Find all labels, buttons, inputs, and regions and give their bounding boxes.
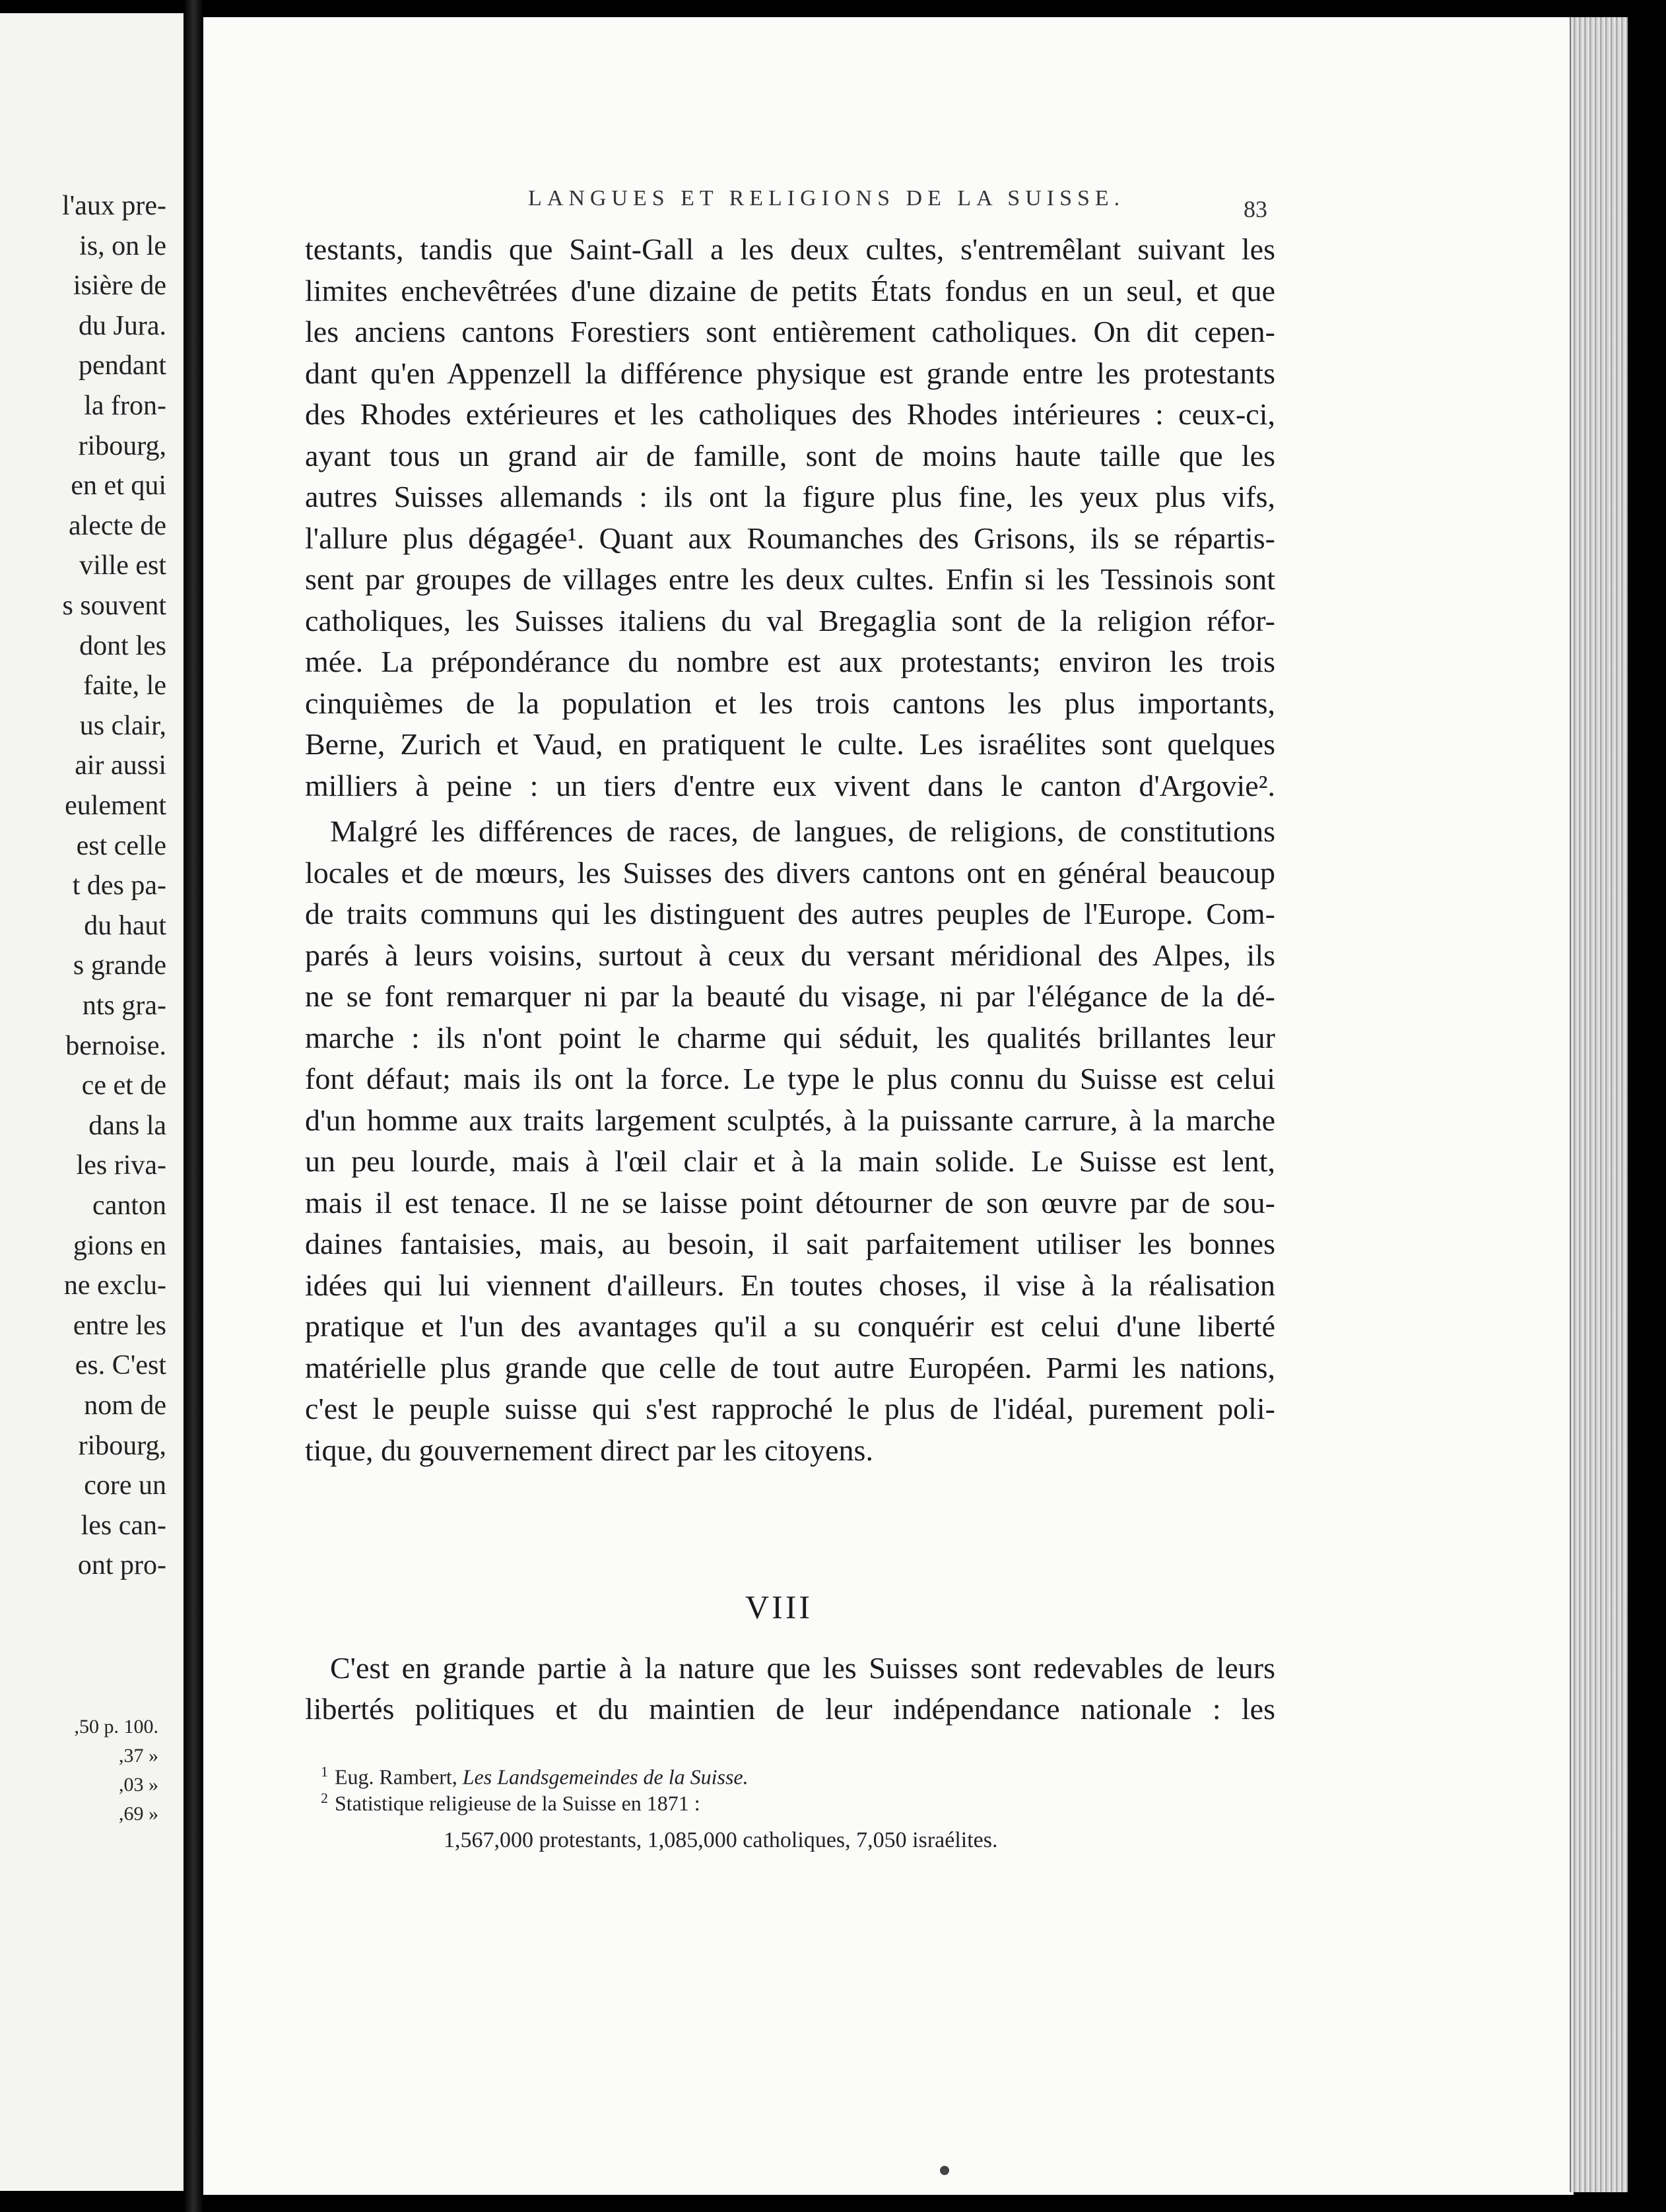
text-line: dant qu'en Appenzell la différence physique est grande entre les protestants [305,356,1275,390]
text-line: les anciens cantons Forestiers sont entièrement catholiques. On dit cepen- [305,315,1275,348]
left-page-line: bernoise. [65,1030,166,1061]
text-line: C'est en grande partie à la nature que les Suisses sont redevables de leurs [330,1651,1275,1685]
text-line: idées qui lui viennent d'ailleurs. En toutes choses, il vise à la réalisation [305,1268,1275,1302]
text-line: catholiques, les Suisses italiens du val Bregaglia sont de la religion réfor- [305,603,1275,637]
left-page-line: is, on le [79,230,166,261]
footnote-author: Eug. Rambert, [335,1765,463,1789]
text-line: d'un homme aux traits largement sculptés, à la puissante carrure, à la marche [305,1103,1275,1137]
left-page-line: dans la [88,1110,166,1141]
text-line: mée. La prépondérance du nombre est aux protestants; environ les trois [305,645,1275,678]
left-page-line: ville est [79,550,166,581]
left-page-line: du haut [84,910,166,941]
text-line: marche : ils n'ont point le charme qui séduit, les qualités brillantes leur [305,1020,1275,1055]
left-page-line: ont pro- [77,1550,166,1581]
text-line: autres Suisses allemands : ils ont la figure plus fine, les yeux plus vifs, [305,480,1275,513]
text-line: de traits communs qui les distinguent des autres peuples de l'Europe. Com- [305,897,1275,930]
text-line: locales et de mœurs, les Suisses des divers cantons ont en général beaucoup [305,855,1275,890]
section-heading: VIII [745,1588,813,1625]
left-page [0,13,185,2191]
text-line: cinquièmes de la population et les trois cantons les plus importants, [305,686,1275,720]
left-page-line: en et qui [71,471,166,502]
footnote-1 [321,1763,749,1790]
left-page-line: alecte de [68,510,166,541]
text-line: tique, du gouvernement direct par les citoyens. [305,1433,873,1467]
text-line: parés à leurs voisins, surtout à ceux du versant méridional des Alpes, ils [305,938,1275,972]
left-page-line: eulement [65,791,166,821]
text-line: l'allure plus dégagée¹. Quant aux Roumanches des Grisons, ils se répartis- [305,521,1275,555]
left-page-line: s souvent [62,591,166,621]
text-line: ne se font remarquer ni par la beauté du visage, ni par l'élégance de la dé- [305,979,1275,1013]
text-line: c'est le peuple suisse qui s'est rapproché le plus de l'idéal, purement poli- [305,1392,1275,1425]
left-page-line: faite, le [83,670,166,701]
text-line: matérielle plus grande que celle de tout autre Européen. Parmi les nations, [305,1350,1275,1384]
page-number: 83 [1244,196,1267,222]
left-page-line: isière de [73,271,166,302]
footnote-marker: 2 [321,1790,328,1806]
left-page-line: du Jura. [79,310,166,341]
text-line: mais il est tenace. Il ne se laisse point détourner de son œuvre par de sou- [305,1185,1275,1220]
text-line: un peu lourde, mais à l'œil clair et à la main solide. Le Suisse est lent, [305,1144,1275,1178]
left-page-line: us clair, [79,710,166,741]
left-page-stat: ,50 p. 100. [74,1716,158,1738]
left-page-line: ribourg, [78,430,166,461]
left-page-line: les riva- [76,1150,166,1181]
text-line: font défaut; mais ils ont la force. Le type le plus connu du Suisse est celui [305,1062,1275,1095]
text-line: libertés politiques et du maintien de leur indépendance nationale : les [305,1692,1275,1726]
left-page-line: canton [92,1190,166,1221]
footnote-2 [321,1790,700,1816]
text-line: pratique et l'un des avantages qu'il a su conquérir est celui d'une liberté [305,1309,1275,1343]
book-gutter [183,0,203,2212]
left-page-line: es. C'est [75,1350,166,1381]
page-edges [1570,17,1628,2192]
left-page-line: entre les [73,1310,166,1341]
text-line: Berne, Zurich et Vaud, en pratiquent le culte. Les israélites sont quelques [305,727,1275,761]
left-page-line: ne exclu- [63,1270,166,1301]
text-line: daines fantaisies, mais, au besoin, il sait parfaitement utiliser les bonnes [305,1227,1275,1260]
left-page-line: les can- [81,1510,166,1541]
left-page-line: dont les [79,630,166,661]
left-page-line: la fron- [84,391,166,421]
text-line: sent par groupes de villages entre les deux cultes. Enfin si les Tessinois sont [305,562,1275,596]
left-page-line: air aussi [75,750,166,781]
left-page-line: gions en [73,1230,166,1261]
text-line: milliers à peine : un tiers d'entre eux vivent dans le canton d'Argovie². [305,768,1275,802]
left-page-line: nts gra- [82,991,166,1021]
left-page-line: nom de [84,1390,166,1421]
left-page-stat: ,03 » [119,1774,158,1796]
text-line: des Rhodes extérieures et les catholiques des Rhodes intérieures : ceux-ci, [305,397,1275,431]
left-page-line: l'aux pre- [62,191,166,221]
text-line: Malgré les différences de races, de langues, de religions, de constitutions [330,814,1275,848]
footnote-statistics: 1,567,000 protestants, 1,085,000 catholiques, 7,050 israélites. [444,1828,998,1852]
footnote-marker: 1 [321,1763,328,1780]
left-page-line: ce et de [81,1070,166,1101]
text-line: ayant tous un grand air de famille, sont de moins haute taille que les [305,438,1275,472]
footnote-title: Les Landsgemeindes de la Suisse. [462,1765,749,1789]
left-page-stat: ,37 » [119,1745,158,1767]
left-page-stat: ,69 » [119,1803,158,1825]
running-head: LANGUES ET RELIGIONS DE LA SUISSE. [528,186,1125,211]
page-ornament [940,2166,949,2175]
left-page-line: t des pa- [72,870,166,901]
left-page-line: ribourg, [78,1430,166,1461]
left-page-line: pendant [79,350,166,381]
text-line: testants, tandis que Saint-Gall a les deux cultes, s'entremêlant suivant les [305,232,1275,266]
left-page-line: core un [84,1470,166,1501]
footnote-text: Statistique religieuse de la Suisse en 1871 : [335,1791,700,1815]
left-page-line: est celle [76,830,166,861]
left-page-line: s grande [73,950,166,981]
text-line: limites enchevêtrées d'une dizaine de petits États fondus en un seul, et que [305,273,1275,308]
